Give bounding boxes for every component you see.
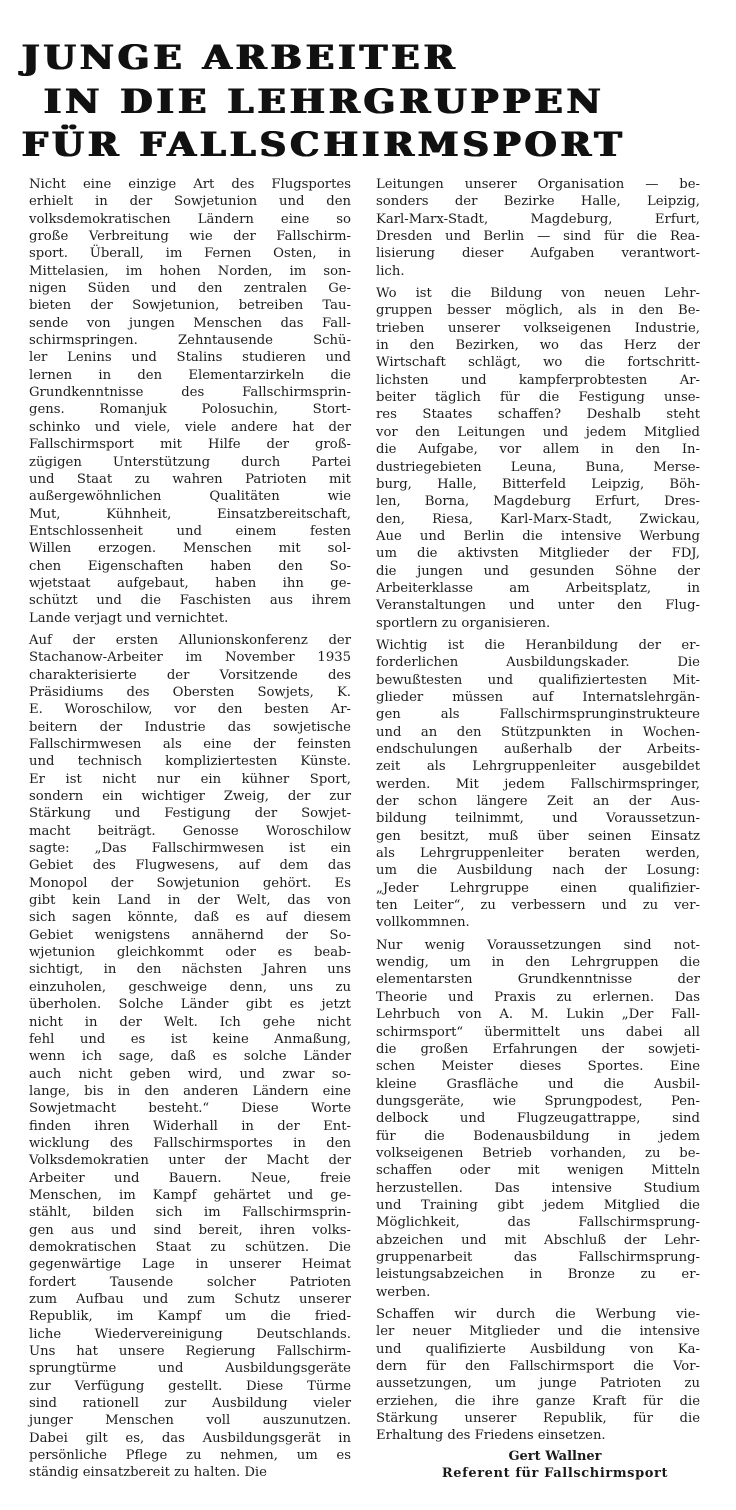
text-line: überholen. Solche Länder gibt es jetzt xyxy=(29,997,351,1013)
text-line: einzuholen, geschweige denn, uns zu xyxy=(29,979,351,995)
text-line: Erhaltung des Friedens einsetzen. xyxy=(376,1428,606,1444)
text-line: lichsten und kampferprobtesten Ar- xyxy=(376,372,700,388)
text-line: ten Leiter“, zu verbessern und zu ver- xyxy=(376,898,700,914)
text-line: Veranstaltungen und unter den Flug- xyxy=(376,598,700,614)
text-line: Theorie und Praxis zu erlernen. Das xyxy=(376,989,700,1005)
text-line: sondern ein wichtiger Zweig, der zur xyxy=(29,789,351,805)
text-line: Uns hat unsere Regierung Fallschirm- xyxy=(29,1344,351,1360)
text-line: lange, bis in den anderen Ländern eine xyxy=(29,1083,351,1099)
text-line: zügigen Unterstützung durch Partei xyxy=(29,454,351,470)
text-line: Grundkenntnisse des Fallschirmsprin- xyxy=(29,385,351,401)
text-line: volkseigenen Betrieb vorhanden, zu be- xyxy=(376,1145,700,1161)
text-line: auch nicht geben wird, und zwar so- xyxy=(29,1066,351,1082)
text-line: herzustellen. Das intensive Studium xyxy=(376,1180,700,1196)
text-line: ler Lenins und Stalins studieren und xyxy=(29,350,351,366)
text-line: Gebiet wenigstens annähernd der So- xyxy=(29,927,351,943)
text-line: gens. Romanjuk Polosuchin, Stort- xyxy=(29,402,351,418)
text-line: sprungtürme und Ausbildungsgeräte xyxy=(29,1361,351,1377)
text-line: sonders der Bezirke Halle, Leipzig, xyxy=(376,194,700,210)
article-paragraph xyxy=(29,632,351,1482)
text-line: liche Wiedervereinigung Deutschlands. xyxy=(29,1326,351,1342)
text-line: E. Woroschilow, vor den besten Ar- xyxy=(29,702,351,718)
article-paragraph xyxy=(376,637,700,932)
text-line: lich. xyxy=(376,263,405,279)
text-line: um die aktivsten Mitglieder der FDJ, xyxy=(376,546,700,562)
text-line: Fallschirmwesen als eine der feinsten xyxy=(29,737,351,752)
text-line: und Training gibt jedem Mitglied die xyxy=(376,1197,700,1213)
text-line: Leitungen unserer Organisation — be- xyxy=(376,177,700,192)
text-line: wjetstaat aufgebaut, haben ihn ge- xyxy=(29,575,351,591)
text-line: und qualifizierte Ausbildung von Ka- xyxy=(376,1341,700,1357)
text-line: chen Eigenschaften haben den So- xyxy=(29,558,351,574)
text-line: dern für den Fallschirmsport die Vor- xyxy=(376,1359,700,1375)
text-line: nigen Süden und den zentralen Ge- xyxy=(29,281,351,297)
text-line: beiter täglich für die Festigung unse- xyxy=(376,390,700,406)
text-line: zur Verfügung gestellt. Diese Türme xyxy=(29,1378,351,1394)
text-line: schirmspringen. Zehntausende Schü- xyxy=(29,333,351,349)
article-paragraph xyxy=(376,176,700,280)
text-line: Fallschirmsport mit Hilfe der groß- xyxy=(29,437,351,453)
text-line: Stärkung und Festigung der Sowjet- xyxy=(29,806,351,822)
author-name: Gert Wallner xyxy=(508,1448,602,1464)
text-line: finden ihren Widerhall in der Ent- xyxy=(29,1118,351,1134)
text-line: Arbeiter und Bauern. Neue, freie xyxy=(29,1170,351,1186)
text-line: elementarsten Grundkenntnisse der xyxy=(376,972,700,988)
text-line: die Aufgabe, vor allem in den In- xyxy=(376,442,700,458)
text-line: dustriegebieten Leuna, Buna, Merse- xyxy=(376,459,700,475)
text-line: abzeichen und mit Abschluß der Lehr- xyxy=(376,1232,700,1248)
text-line: Lande verjagt und vernichtet. xyxy=(29,610,229,626)
text-line: sportlern zu organisieren. xyxy=(376,615,551,631)
text-line: Stachanow-Arbeiter im November 1935 xyxy=(29,650,351,666)
text-line: und Staat zu wahren Patrioten mit xyxy=(29,471,351,487)
text-line: Volksdemokratien unter der Macht der xyxy=(29,1153,351,1169)
left-column xyxy=(29,176,351,1482)
text-line: wendig, um in den Lehrgruppen die xyxy=(376,955,700,971)
text-line: sich sagen könnte, daß es auf diesem xyxy=(29,910,351,926)
text-line: wicklung des Fallschirmsportes in den xyxy=(29,1135,351,1151)
text-line: und an den Stützpunkten in Wochen- xyxy=(376,724,700,740)
text-line: Auf der ersten Allunionskonferenz der xyxy=(29,632,351,648)
text-line: forderlichen Ausbildungskader. Die xyxy=(376,655,700,671)
text-line: ler neuer Mitglieder und die intensive xyxy=(376,1324,700,1340)
text-line: Stärkung unserer Republik, für die xyxy=(376,1411,700,1427)
text-line: Sowjetmacht besteht.“ Diese Worte xyxy=(29,1101,351,1117)
text-line: um die Ausbildung nach der Losung: xyxy=(376,863,700,879)
text-line: stählt, bilden sich im Fallschirmsprin- xyxy=(29,1205,351,1221)
text-line: Republik, im Kampf um die fried- xyxy=(29,1309,351,1325)
text-line: vor den Leitungen und jedem Mitglied xyxy=(376,424,700,440)
text-line: werden. Mit jedem Fallschirmspringer, xyxy=(376,776,700,792)
text-line: gegenwärtige Lage in unserer Heimat xyxy=(29,1257,351,1273)
text-line: ständig einsatzbereit zu halten. Die xyxy=(29,1465,267,1481)
text-line: Dresden und Berlin — sind für die Rea- xyxy=(376,229,700,245)
text-line: Menschen, im Kampf gehärtet und ge- xyxy=(29,1187,351,1203)
text-line: vollkommnen. xyxy=(376,915,470,931)
text-line: Präsidiums des Obersten Sowjets, K. xyxy=(29,684,351,700)
text-line: zum Aufbau und zum Schutz unserer xyxy=(29,1292,351,1307)
text-line: fehl und es ist keine Anmaßung, xyxy=(29,1031,351,1047)
text-line: Nur wenig Voraussetzungen sind not- xyxy=(376,937,700,953)
text-line: sichtigt, in den nächsten Jahren uns xyxy=(29,962,351,978)
text-line: Aue und Berlin die intensive Werbung xyxy=(376,528,700,544)
text-line: bewußtesten und qualifiziertesten Mit- xyxy=(376,672,700,688)
text-line: Er ist nicht nur ein kühner Sport, xyxy=(29,771,351,787)
text-line: gen besitzt, muß über seinen Einsatz xyxy=(376,828,700,844)
text-line: schützt und die Faschisten aus ihrem xyxy=(29,593,351,609)
text-line: „Jeder Lehrgruppe einen qualifizier- xyxy=(376,880,700,896)
text-line: volksdemokratischen Ländern eine so xyxy=(29,211,351,227)
text-line: den, Riesa, Karl-Marx-Stadt, Zwickau, xyxy=(376,511,700,527)
text-line: schinko und viele, viele andere hat der xyxy=(29,419,351,435)
text-line: glieder müssen auf Internatslehrgän- xyxy=(376,689,700,705)
text-line: sende von jungen Menschen das Fall- xyxy=(29,315,351,331)
text-line: Monopol der Sowjetunion gehört. Es xyxy=(29,875,351,891)
text-line: kleine Grasfläche und die Ausbil- xyxy=(376,1076,700,1092)
text-line: Dabei gilt es, das Ausbildungsgerät in xyxy=(29,1430,351,1446)
text-line: als Lehrgruppenleiter beraten werden, xyxy=(376,846,700,862)
text-line: Willen erzogen. Menschen mit sol- xyxy=(29,541,351,557)
article-paragraph xyxy=(29,176,351,627)
text-line: schirmsport“ übermittelt uns dabei all xyxy=(376,1024,700,1040)
text-line: burg, Halle, Bitterfeld Leipzig, Böh- xyxy=(376,476,700,492)
article-paragraph xyxy=(376,1306,700,1445)
text-line: Lehrbuch von A. M. Lukin „Der Fall- xyxy=(376,1007,700,1023)
text-line: schen Meister dieses Sportes. Eine xyxy=(376,1059,700,1075)
text-line: gen aus und sind bereit, ihren volks- xyxy=(29,1222,351,1238)
headline-line-1: JUNGE ARBEITER xyxy=(22,38,459,78)
text-line: die großen Erfahrungen der sowjeti- xyxy=(376,1041,700,1057)
text-line: len, Borna, Magdeburg Erfurt, Dres- xyxy=(376,494,700,510)
text-line: gen als Fallschirmsprunginstrukteure xyxy=(376,707,700,723)
text-line: junger Menschen voll auszunutzen. xyxy=(29,1413,351,1429)
author-role: Referent für Fallschirmsport xyxy=(441,1465,669,1481)
text-line: bieten der Sowjetunion, betreiben Tau- xyxy=(29,298,351,314)
text-line: Wichtig ist die Heranbildung der er- xyxy=(376,637,700,653)
text-line: fordert Tausende solcher Patrioten xyxy=(29,1274,351,1290)
text-line: demokratischen Staat zu schützen. Die xyxy=(29,1239,351,1255)
text-line: sport. Überall, im Fernen Osten, in xyxy=(29,246,351,262)
text-line: wenn ich sage, daß es solche Länder xyxy=(29,1049,351,1065)
text-line: wjetunion gleichkommt oder es beab- xyxy=(29,945,351,961)
text-line: dungsgeräte, wie Sprungpodest, Pen- xyxy=(376,1093,700,1109)
text-line: Wo ist die Bildung von neuen Lehr- xyxy=(376,286,700,302)
text-line: Mittelasien, im hohen Norden, im son- xyxy=(29,263,351,279)
text-line: außergewöhnlichen Qualitäten wie xyxy=(29,489,351,505)
text-line: erziehen, die ihre ganze Kraft für die xyxy=(376,1393,700,1409)
text-line: res Staates schaffen? Deshalb steht xyxy=(376,407,700,423)
text-line: beitern der Industrie das sowjetische xyxy=(29,719,351,735)
text-line: gruppenarbeit das Fallschirmsprung- xyxy=(376,1249,700,1265)
text-line: Karl-Marx-Stadt, Magdeburg, Erfurt, xyxy=(376,211,700,227)
text-line: und technisch kompliziertesten Künste. xyxy=(29,754,351,770)
text-line: macht beiträgt. Genosse Woroschilow xyxy=(29,823,351,839)
text-line: zeit als Lehrgruppenleiter ausgebildet xyxy=(376,759,700,775)
text-line: persönliche Pflege zu nehmen, um es xyxy=(29,1448,351,1464)
text-line: in den Bezirken, wo das Herz der xyxy=(376,338,700,354)
text-line: Möglichkeit, das Fallschirmsprung- xyxy=(376,1215,700,1231)
author-signature xyxy=(376,1448,700,1482)
text-line: werben. xyxy=(376,1284,431,1300)
text-line: die jungen und gesunden Söhne der xyxy=(376,563,700,579)
text-line: schaffen oder mit wenigen Mitteln xyxy=(376,1163,700,1179)
text-line: lernen in den Elementarzirkeln die xyxy=(29,367,351,383)
text-line: leistungsabzeichen in Bronze zu er- xyxy=(376,1267,700,1283)
text-line: sagte: „Das Fallschirmwesen ist ein xyxy=(29,841,351,857)
text-line: erhielt in der Sowjetunion und den xyxy=(29,194,351,210)
article-paragraph xyxy=(376,937,700,1301)
text-line: Entschlossenheit und einem festen xyxy=(29,523,351,539)
headline-line-3: FÜR FALLSCHIRMSPORT xyxy=(22,125,626,165)
text-line: Mut, Kühnheit, Einsatzbereitschaft, xyxy=(29,506,351,522)
text-line: Wirtschaft schlägt, wo die fortschritt- xyxy=(376,355,700,371)
article-paragraph xyxy=(376,285,700,632)
text-line: Nicht eine einzige Art des Flugsportes xyxy=(29,177,351,192)
right-column xyxy=(376,176,700,1482)
text-line: sind rationell zur Ausbildung vieler xyxy=(29,1396,351,1412)
text-line: charakterisierte der Vorsitzende des xyxy=(29,667,351,683)
text-line: der schon längere Zeit an der Aus- xyxy=(376,794,700,810)
text-line: Schaffen wir durch die Werbung vie- xyxy=(376,1307,700,1322)
text-line: endschulungen außerhalb der Arbeits- xyxy=(376,742,700,757)
text-line: für die Bodenausbildung in jedem xyxy=(376,1128,700,1144)
text-line: Arbeiterklasse am Arbeitsplatz, in xyxy=(376,580,700,596)
text-line: gibt kein Land in der Welt, das von xyxy=(29,893,351,909)
text-line: Gebiet des Flugwesens, auf dem das xyxy=(29,858,351,874)
text-line: lisierung dieser Aufgaben verantwort- xyxy=(376,246,700,262)
text-line: bildung teilnimmt, und Voraussetzun- xyxy=(376,811,700,827)
text-line: aussetzungen, um junge Patrioten zu xyxy=(376,1376,700,1392)
text-line: gruppen besser möglich, als in den Be- xyxy=(376,303,700,319)
text-line: trieben unserer volkseigenen Industrie, xyxy=(376,320,700,336)
text-line: delbock und Flugzeugattrappe, sind xyxy=(376,1111,700,1127)
headline-line-2: IN DIE LEHRGRUPPEN xyxy=(44,82,605,122)
text-line: nicht in der Welt. Ich gehe nicht xyxy=(29,1014,351,1030)
text-line: große Verbreitung wie der Fallschirm- xyxy=(29,229,351,245)
